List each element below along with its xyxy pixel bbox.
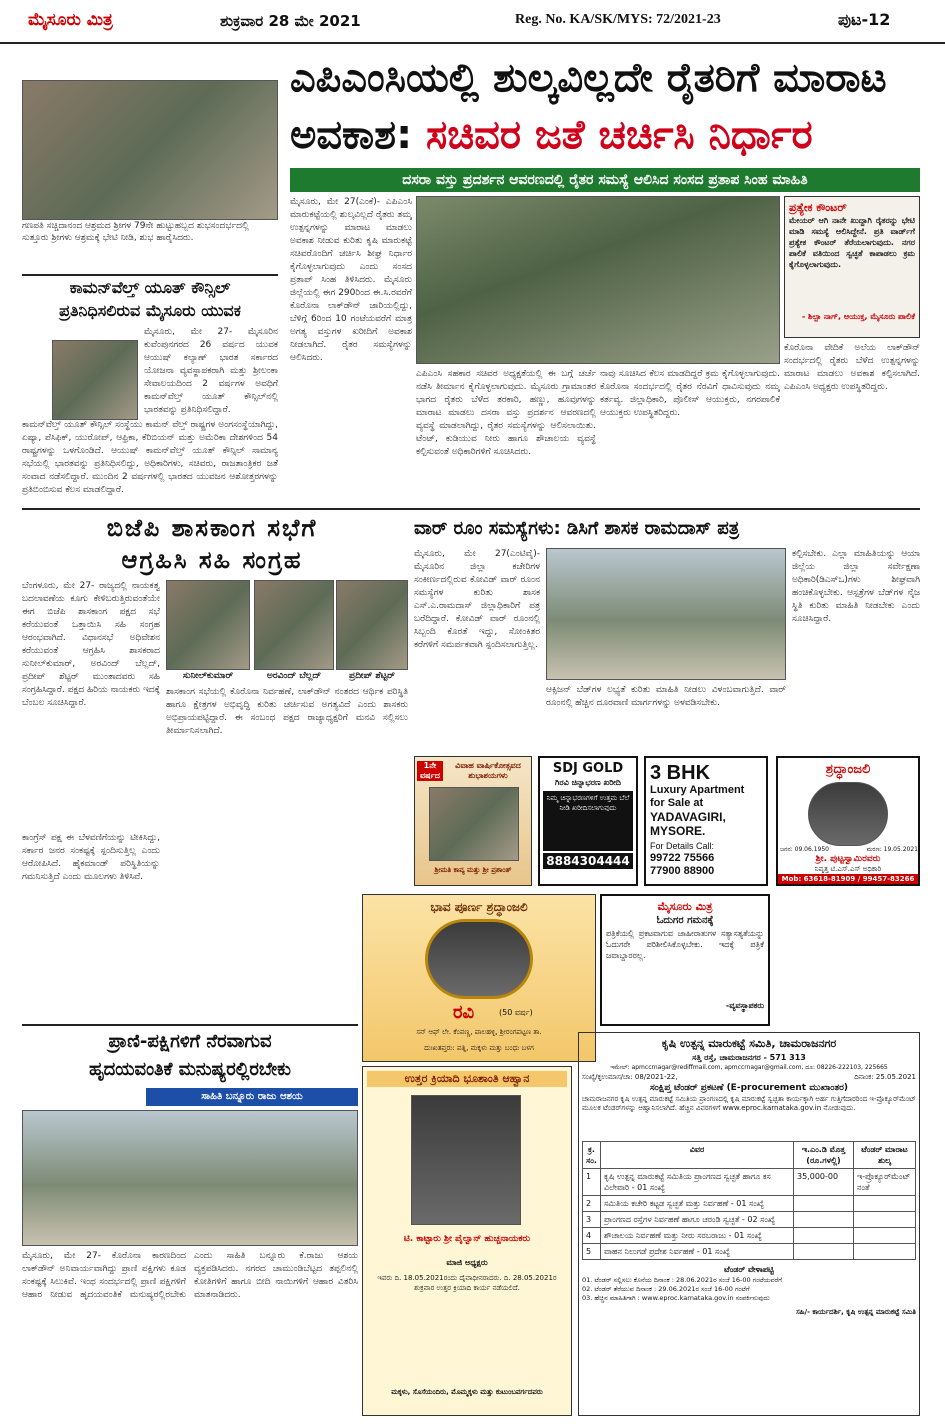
commonwealth-headline [22, 276, 278, 322]
tender-cell [854, 1196, 916, 1212]
quote-box [784, 196, 920, 338]
bhk-title: 3 BHK [650, 762, 711, 784]
tribute2-family: ದುಃಖತಪ್ತರು: ಪತ್ನಿ, ಮಕ್ಕಳು ಮತ್ತು ಬಂಧು ಬಳಗ [424, 1044, 534, 1052]
tender-schedule-1: 01. ಟೆಂಡರ್ ಸಲ್ಲಿಸಲು ಕೊನೆಯ ದಿನಾಂಕ : 28.06.2021ರ ಸಂಜೆ 16-00 ಗಂಟೆಯವರೆಗೆ [582, 1276, 782, 1284]
tender-th: ವಿವರ [601, 1142, 794, 1169]
swamiji-photo [22, 80, 278, 220]
tribute3-portrait [411, 1095, 521, 1225]
tribute1-title: ಶ್ರದ್ಧಾಂಜಲಿ [825, 762, 871, 777]
notice-body: ಪತ್ರಿಕೆಯಲ್ಲಿ ಪ್ರಕಟವಾಗುವ ಜಾಹೀರಾತುಗಳ ಸತ್ಯಾಸತ್ಯತೆಯನ್ನು ಓದುಗರೇ ಪರಿಶೀಲಿಸಿಕೊಳ್ಳಬೇಕು. ಇದಕ್ಕೆ ಪತ್ರಿಕೆ ಜವಾಬ್ದಾರರಲ್ಲ. [606, 929, 764, 960]
tribute2-portrait [425, 919, 533, 999]
lead-col1: ಮೈಸೂರು, ಮೇ 27(ಎಂಕೆ)- ಎಪಿಎಂಸಿ ಮಾರುಕಟ್ಟೆಯಲ್ಲಿ ಶುಲ್ಕವಿಲ್ಲದೆ ರೈತರು ತಮ್ಮ ಉತ್ಪನ್ನಗಳನ್ನು ಮಾರಾಟ ಮಾಡಲು ಅವಕಾಶ ನೀಡುವ ಕುರಿತು ಕೃಷಿ ಮಾರುಕಟ್ಟೆ ಸಚಿವರೊಂದಿಗೆ ಚರ್ಚಿಸಿ ಶೀಘ್ರ ನಿರ್ಧಾರ ಕೈಗೊಳ್ಳಲಾಗುವುದು ಎಂದು ಸಂಸದ ಪ್ರತಾಪ್ ಸಿಂಹ ತಿಳಿಸಿದರು. ಮೈಸೂರು ಜಿಲ್ಲೆಯಲ್ಲಿ ಈಗ 290ರಿಂದ ಈ.ಸಿ.ರವರೆಗೆ ಕೊರೊನಾ ಲಾಕ್‌ಡೌನ್ ಜಾರಿಯಲ್ಲಿದ್ದು, ಬೆಳಿಗ್ಗೆ 6ರಿಂದ 10 ಗಂಟೆಯವರೆಗೆ ಮಾತ್ರ ಅಗತ್ಯ ವಸ್ತುಗಳ ಖರೀದಿಗೆ ಅವಕಾಶ ನೀಡಲಾಗಿದೆ. ರೈತರ ಸಮಸ್ಯೆಗಳನ್ನು ಆಲಿಸಿದರು. [290, 197, 412, 363]
lead-photo [416, 196, 780, 364]
tender-table [582, 1141, 916, 1260]
lead-headline-line2 [290, 106, 920, 164]
tender-sign: ಸಹಿ/- ಕಾರ್ಯದರ್ಶಿ, ಕೃಷಿ ಉತ್ಪನ್ನ ಮಾರುಕಟ್ಟೆ ಸಮಿತಿ [796, 1308, 916, 1316]
notice-sign: -ವ್ಯವಸ್ಥಾಪಕರು [725, 1001, 764, 1010]
tender-cell: ಸಮಿತಿಯ ಕಚೇರಿ ಕಟ್ಟಡ ಸ್ವಚ್ಛತೆ ಮತ್ತು ನಿರ್ವಹಣೆ - 01 ಸಂಖ್ಯೆ [601, 1196, 794, 1212]
commonwealth-headline-2: ಪ್ರತಿನಿಧಿಸಲಿರುವ ಮೈಸೂರು ಯುವಕ [59, 301, 241, 320]
lead-col3: ನಾವು ಸೂಚಿಸಿದ ಕೆಲಸ ಮಾಡದಿದ್ದರೆ ಕ್ರಮ ಕೈಗೊಳ್ಳಲಾಗುವುದು. ಕೊರೊನಾ ಸಂದರ್ಭದಲ್ಲಿ ರೈತರ ನೆರವಿಗೆ ಧಾವಿಸುವುದು ನಮ್ಮ ಕರ್ತವ್ಯ. ಜಿಲ್ಲಾಧಿಕಾರಿ, ಪೊಲೀಸ್ ಆಯುಕ್ತರು, ನಗರಪಾಲಿಕೆ ಆಯುಕ್ತರು ಉಪಸ್ಥಿತರಿದ್ದರು. [600, 369, 780, 418]
tribute2-age: (50 ವರ್ಷ) [499, 1008, 533, 1017]
bhk-line5: For Details Call: [650, 841, 715, 851]
tender-cell [794, 1228, 854, 1244]
couple-photo [429, 787, 519, 861]
lead-headline [290, 50, 920, 166]
commonwealth-text: ಕಾಮನ್‌ವೆಲ್ತ್ ಯೂತ್ ಕೌನ್ಸಿಲ್ ಸಂಸ್ಥೆಯು ಕಾಮನ್ ವೆಲ್ತ್ ರಾಷ್ಟ್ರಗಳ ಅಂಗಸಂಸ್ಥೆಯಾಗಿದ್ದು, ಏಷ್ಯಾ, ಪೆಸಿಫಿಕ್, ಯುರೋಪ್, ಆಫ್ರಿಕಾ, ಕೆರಿಬಿಯನ್ ಮತ್ತು ಅಮೆರಿಕಾ ದೇಶಗಳಿಂದ 54 ರಾಷ್ಟ್ರಗಳನ್ನು ಒಳಗೊಂಡಿದೆ. ಆಯುಷ್ ಕಾಮನ್‌ವೆಲ್ತ್ ಯೂತ್ ಕೌನ್ಸಿಲ್ ಸಾಮಾನ್ಯ ಸಭೆಯಲ್ಲಿ ಭಾರತವನ್ನು ಪ್ರತಿನಿಧಿಸಲಿದ್ದು, ಅಧಿಕಾರಿಗಳು, ಸಚಿವರು, ರಾಜತಾಂತ್ರಿಕರ ಜತೆ ಸಂವಾದ ನಡೆಸಲಿದ್ದಾರೆ. ಮುಂದಿನ 2 ವರ್ಷಗಳಲ್ಲಿ ಭಾರತದ ಯುವಜನ ಆಶೋತ್ತರಗಳನ್ನು ಪ್ರತಿಬಿಂಬಿಸುವ ಕೆಲಸ ಮಾಡಲಿದ್ದಾರೆ. [22, 420, 278, 495]
tender-cell [794, 1196, 854, 1212]
notice-sub: ಓದುಗರ ಗಮನಕ್ಕೆ [656, 915, 714, 926]
wedding-title: ವಿವಾಹ ವಾರ್ಷಿಕೋತ್ಸವದ ಶುಭಾಶಯಗಳು [455, 761, 521, 780]
tender-cell: 5 [583, 1244, 601, 1260]
commonwealth-body [22, 326, 278, 508]
tribute3-role: ಮಾಜಿ ಅಧ್ಯಕ್ಷರು [446, 1258, 488, 1267]
bjp-col1: ಬೆಂಗಳೂರು, ಮೇ 27- ರಾಜ್ಯದಲ್ಲಿ ನಾಯಕತ್ವ ಬದಲಾವಣೆಯ ಕೂಗು ಕೇಳಿಬರುತ್ತಿರುವಂತೆಯೇ ಈಗ ಬಿಜೆಪಿ ಶಾಸಕಾಂಗ ಪಕ್ಷದ ಸಭೆ ಕರೆಯುವಂತೆ ಒತ್ತಾಯಿಸಿ ಸಹಿ ಸಂಗ್ರಹ ಆರಂಭವಾಗಿದೆ. ವಿಧಾನಸಭೆ ಅಧಿವೇಶನ ಕರೆಯುವಂತೆ ಆಗ್ರಹಿಸಿ ಶಾಸಕರಾದ ಸುನೀಲ್‌ಕುಮಾರ್, ಅರವಿಂದ್ ಬೆಲ್ಲದ್, ಪ್ರದೀಪ್ ಶೆಟ್ಟರ್ ಮುಂತಾದವರು ಸಹಿ ಸಂಗ್ರಹಿಸಿದ್ದಾರೆ. ಪಕ್ಷದ ಹಿರಿಯ ನಾಯಕರು ಇದಕ್ಕೆ ಬೆಂಬಲ ಸೂಚಿಸಿದ್ದಾರೆ. [22, 581, 160, 708]
sdj-phone: 8884304444 [543, 853, 633, 869]
wedding-badge: 1ನೇ ವರ್ಷದ [417, 761, 443, 781]
tribute2-title: ಭಾವ ಪೂರ್ಣ ಶ್ರದ್ಧಾಂಜಲಿ [430, 900, 528, 914]
tender-cell: ಕೃಷಿ ಉತ್ಪನ್ನ ಮಾರುಕಟ್ಟೆ ಸಮಿತಿಯ ಪ್ರಾಂಗಣದ ಸ್ವಚ್ಛತೆ ಹಾಗೂ ಕಸ ವಿಲೇವಾರಿ - 01 ಸಂಖ್ಯೆ [601, 1169, 794, 1196]
warroom-col2: ಆಕ್ಸಿಜನ್ ಬೆಡ್‌ಗಳ ಲಭ್ಯತೆ ಕುರಿತು ಮಾಹಿತಿ ನೀಡಲು ವಿಳಂಬವಾಗುತ್ತಿದೆ. ವಾರ್ ರೂಂನಲ್ಲಿ ಹೆಚ್ಚಿನ ದೂರವಾಣಿ ಮಾರ್ಗಗಳನ್ನು ಅಳವಡಿಸಬೇಕು. [546, 685, 786, 708]
masthead-date: ಶುಕ್ರವಾರ 28 ಮೇ 2021 [220, 12, 361, 30]
animals-headline-2: ಹೃದಯವಂತಿಕೆ ಮನುಷ್ಯರಲ್ಲಿರಬೇಕು [89, 1059, 291, 1080]
divider [22, 508, 920, 510]
bhk-line2: for Sale at [650, 797, 704, 809]
bjp-headline [22, 512, 402, 576]
sdj-gold-ad [538, 756, 638, 886]
lead-headline-line1: ಎಪಿಎಂಸಿಯಲ್ಲಿ ಶುಲ್ಕವಿಲ್ಲದೇ ರೈತರಿಗೆ ಮಾರಾಟ [290, 55, 887, 101]
bjp-col1b: ಕಾಂಗ್ರೆಸ್ ಪಕ್ಷ ಈ ಬೆಳವಣಿಗೆಯನ್ನು ಟೀಕಿಸಿದ್ದು, ಸರ್ಕಾರ ಜನರ ಸಂಕಷ್ಟಕ್ಕೆ ಸ್ಪಂದಿಸುತ್ತಿಲ್ಲ ಎಂದು ಆರೋಪಿಸಿದೆ. ಹೈಕಮಾಂಡ್ ಪರಿಸ್ಥಿತಿಯನ್ನು ಗಮನಿಸುತ್ತಿದೆ ಎಂದು ಮೂಲಗಳು ತಿಳಿಸಿವೆ. [22, 833, 160, 882]
mla-photo-1 [166, 580, 250, 670]
lead-headline-2a: ಅವಕಾಶ: [290, 112, 413, 158]
tender-intro: ಚಾಮರಾಜನಗರ ಕೃಷಿ ಉತ್ಪನ್ನ ಮಾರುಕಟ್ಟೆ ಸಮಿತಿಯ ಪ್ರಾಂಗಣದಲ್ಲಿ ಕೃಷಿ ಮಾರುಕಟ್ಟೆ ಸ್ವಚ್ಛತಾ ಕಾರ್ಯಕ್ಕಾಗಿ ಅರ್ಹ ಗುತ್ತಿಗೆದಾರರಿಂದ ಇ-ಪ್ರೊಕ್ಯೂರ್‌ಮೆಂಟ್ ಮೂಲಕ ಟೆಂಡರ್‌ಗಳನ್ನು ಆಹ್ವಾನಿಸಲಾಗಿದೆ. ಹೆಚ್ಚಿನ ವಿವರಗಳಿಗೆ www.eproc.karnataka.gov.in ನೋಡುವುದು. [582, 1095, 916, 1112]
sdj-line1: ಗಿರವಿ ಚಿನ್ನಾಭರಣ ಖರೀದಿ [555, 778, 621, 787]
tender-cell [854, 1228, 916, 1244]
tender-cell: 3 [583, 1212, 601, 1228]
mla-photo-3 [336, 580, 408, 670]
commonwealth-lead: ಮೈಸೂರು, ಮೇ 27- ಮೈಸೂರಿನ ಕುವೆಂಪುನಗರದ 26 ವರ್ಷದ ಯುವಕ ಆಯುಷ್ ಕಲ್ಯಾಣ್ ಭಾರತ ಸರ್ಕಾರದ ಯೋಜನಾ ವ್ಯವಸ್ಥಾಪಕರಾಗಿ ಮತ್ತು ಶ್ರೀಲಂಕಾ ಸೇವಾಲಯದಿಂದ 2 ವರ್ಷಗಳ ಅವಧಿಗೆ ಕಾಮನ್‌ವೆಲ್ತ್ ಯೂತ್ ಕೌನ್ಸಿಲ್‌ನಲ್ಲಿ ಭಾರತವನ್ನು ಪ್ರತಿನಿಧಿಸಲಿದ್ದಾರೆ. [144, 327, 278, 415]
reader-notice [600, 894, 770, 1026]
table-row [583, 1244, 916, 1260]
tribute1-role: ನಿವೃತ್ತ ಟಿ.ಎಸ್.ಎಸ್ ಅಧಿಕಾರಿ [814, 865, 882, 873]
animals-tag: ಸಾಹಿತಿ ಬನ್ನೂರು ರಾಜು ಆಶಯ [146, 1088, 358, 1106]
tender-address: ಸತ್ತಿ ರಸ್ತೆ, ಚಾಮರಾಜನಗರ - 571 313 [692, 1053, 806, 1062]
table-row [583, 1196, 916, 1212]
tender-cell [794, 1212, 854, 1228]
lead-col2: ಎಪಿಎಂಸಿ ಸಹಕಾರ ಸಚಿವರ ಅಧ್ಯಕ್ಷತೆಯಲ್ಲಿ ಈ ಬಗ್ಗೆ ಚರ್ಚೆ ನಡೆಸಿ ತೀರ್ಮಾನ ಕೈಗೊಳ್ಳಲಾಗುವುದು. ಮೈಸೂರು ಗ್ರಾಮಾಂತರ ಭಾಗದ ರೈತರು ಬೆಳೆದ ತರಕಾರಿ, ಹಣ್ಣು, ಹೂವುಗಳನ್ನು ಮಾರಾಟ ಮಾಡಲು ದಸರಾ ವಸ್ತು ಪ್ರದರ್ಶನ ಆವರಣದಲ್ಲಿ ವ್ಯವಸ್ಥೆ ಮಾಡಲಾಗಿದ್ದು, ರೈತರ ಸಮಸ್ಯೆಗಳನ್ನು ಆಲಿಸಲಾಯಿತು. ಟೆಂಟ್, ಕುಡಿಯುವ ನೀರು ಹಾಗೂ ಶೌಚಾಲಯ ವ್ಯವಸ್ಥೆ ಕಲ್ಪಿಸುವಂತೆ ಅಧಿಕಾರಿಗಳಿಗೆ ಸೂಚಿಸಿದರು. [416, 369, 596, 457]
tender-cell: 1 [583, 1169, 601, 1196]
table-row [583, 1169, 916, 1196]
masthead-reg: Reg. No. KA/SK/MYS: 72/2021-23 [515, 12, 721, 27]
bjp-col2: ಶಾಸಕಾಂಗ ಸಭೆಯಲ್ಲಿ ಕೊರೊನಾ ನಿರ್ವಹಣೆ, ಲಾಕ್‌ಡೌನ್ ನಂತರದ ಆರ್ಥಿಕ ಪರಿಸ್ಥಿತಿ ಹಾಗೂ ಕ್ಷೇತ್ರಗಳ ಅಭಿವೃದ್ಧಿ ಕುರಿತು ಚರ್ಚಿಸುವ ಅಗತ್ಯವಿದೆ ಎಂದು ಶಾಸಕರು ಅಭಿಪ್ರಾಯಪಟ್ಟಿದ್ದಾರೆ. ಈ ಸಂಬಂಧ ಪಕ್ಷದ ರಾಜ್ಯಾಧ್ಯಕ್ಷರಿಗೆ ಮನವಿ ಸಲ್ಲಿಸಲು ತೀರ್ಮಾನಿಸಲಾಗಿದೆ. [166, 687, 408, 736]
tender-th: ಇ.ಎಂ.ಡಿ ಮೊತ್ತ (ರೂ.ಗಳಲ್ಲಿ) [794, 1142, 854, 1169]
tender-cell: 2 [583, 1196, 601, 1212]
notice-title: ಮೈಸೂರು ಮಿತ್ರ [657, 900, 713, 913]
tender-th: ಟೆಂಡರ್ ಮಾರಾಟ ಶುಲ್ಕ [854, 1142, 916, 1169]
tender-cell: ಪ್ರಾಂಗಣದ ರಸ್ತೆಗಳ ನಿರ್ವಹಣೆ ಹಾಗೂ ಚರಂಡಿ ಸ್ವಚ್ಛತೆ - 02 ಸಂಖ್ಯೆ [601, 1212, 794, 1228]
mla-name-3: ಪ್ರದೀಪ್ ಶೆಟ್ಟರ್ [336, 670, 408, 682]
tribute-ad-1 [776, 756, 920, 886]
table-row [583, 1228, 916, 1244]
lead-headline-2b: ಸಚಿವರ ಜತೆ ಚರ್ಚಿಸಿ ನಿರ್ಧಾರ [426, 112, 813, 158]
tribute3-text: ಇವರು ದಿ. 18.05.2021ರಂದು ದೈವಾಧೀನರಾದರು. ದಿ. 28.05.2021ರ ಶುಕ್ರವಾರ ಉತ್ತರ ಕ್ರಿಯಾದಿ ಕಾರ್ಯ ನಡೆಯಲಿದೆ. [377, 1274, 557, 1292]
tribute-ad-3 [362, 1066, 572, 1416]
tender-cell [854, 1212, 916, 1228]
commonwealth-headline-1: ಕಾಮನ್‌ವೆಲ್ತ್ ಯೂತ್ ಕೌನ್ಸಿಲ್ [69, 278, 231, 297]
tender-ref: ಸಂಖ್ಯೆ/ಕೃಉಮಾಸ/ಚಾ: 08/2021-22, [582, 1073, 678, 1081]
warroom-photo [546, 548, 786, 680]
masthead [0, 0, 945, 44]
divider [22, 1024, 358, 1026]
tender-cell [854, 1244, 916, 1260]
tribute2-text: ಸನ್ ಆಫ್ ಲೇ. ಕೆಂಪಣ್ಣ, ಪಾಲಹಳ್ಳಿ, ಶ್ರೀರಂಗಪಟ್ಟಣ ತಾ. [416, 1028, 542, 1036]
tender-cell: 4 [583, 1228, 601, 1244]
tribute3-name: ಟಿ. ಕಾಟ್ಟಾರು ಶ್ರೀ ಪೈಲ್ವಾನ್ ಹುಚ್ಚನಾಯಕರು [403, 1234, 531, 1244]
bhk-line3: YADAVAGIRI, [650, 810, 726, 824]
tender-th: ಕ್ರ. ಸಂ. [583, 1142, 601, 1169]
sdj-body: ನಿಮ್ಮ ಚಿನ್ನಾಭರಣಗಳಿಗೆ ಉತ್ತಮ ಬೆಲೆ ನೀಡಿ ಖರೀದಿಸಲಾಗುವುದು [543, 791, 633, 851]
masthead-logo: ಮೈಸೂರು ಮಿತ್ರ [28, 10, 113, 30]
bhk-ad [644, 756, 768, 886]
bjp-headline-2: ಆಗ್ರಹಿಸಿ ಸಹಿ ಸಂಗ್ರಹ [121, 546, 303, 574]
tender-cell: ವಾಹನ ನಿಲುಗಡೆ ಪ್ರದೇಶ ನಿರ್ವಹಣೆ - 01 ಸಂಖ್ಯೆ [601, 1244, 794, 1260]
warroom-headline: ವಾರ್ ರೂಂ ಸಮಸ್ಯೆಗಳು: ಡಿಸಿಗೆ ಶಾಸಕ ರಾಮದಾಸ್ ಪತ್ರ [414, 518, 740, 539]
bhk-line1: Luxury Apartment [650, 784, 745, 796]
tender-email: ಇಮೇಲ್: apmccrnagar@rediffmail.com, apmccrnagar@gmail.com, ದೂ: 08226-222103, 225665 [610, 1064, 888, 1071]
tender-cell: ಶೌಚಾಲಯ ನಿರ್ವಹಣೆ ಮತ್ತು ನೀರು ಸರಬರಾಜು - 01 ಸಂಖ್ಯೆ [601, 1228, 794, 1244]
lead-right-col: ಕೊರೊನಾ ವೇದಿಕೆ ಅಲೆಯ ಲಾಕ್‌ಡೌನ್ ಸಂದರ್ಭದಲ್ಲಿ ರೈತರು ಬೆಳೆದ ಉತ್ಪನ್ನಗಳನ್ನು ಮಾರಾಟ ಮಾಡಲು ಅವಕಾಶ ಕಲ್ಪಿಸಲಾಗಿದೆ. ಎಪಿಎಂಸಿ ಅಧ್ಯಕ್ಷರು ಉಪಸ್ಥಿತರಿದ್ದರು. [784, 343, 920, 392]
tender-schedule-3: 03. ಹೆಚ್ಚಿನ ಮಾಹಿತಿಗಾಗಿ : www.eproc.karnataka.gov.in ಸಂಪರ್ಕಿಸುವುದು [582, 1294, 770, 1302]
tender-notice-title: ಸಂಕ್ಷಿಪ್ತ ಟೆಂಡರ್ ಪ್ರಕಟಣೆ (E-procurement ಮುಖಾಂತರ) [649, 1083, 849, 1093]
animals-headline-1: ಪ್ರಾಣಿ-ಪಕ್ಷಿಗಳಿಗೆ ನೆರವಾಗುವ [108, 1031, 272, 1052]
tender-cell: 35,000-00 [794, 1169, 854, 1196]
tribute1-name: ಶ್ರೀ. ಪುಟ್ಟಸ್ವಾಮಿರವರು [815, 854, 881, 864]
animals-body: ಮೈಸೂರು, ಮೇ 27- ಕೊರೊನಾ ಕಾರಣದಿಂದ ಲಾಕ್‌ಡೌನ್ ಅನಿವಾರ್ಯವಾಗಿದ್ದು ಪ್ರಾಣಿ ಪಕ್ಷಿಗಳು ಕೂಡ ಸಂಕಷ್ಟಕ್ಕೆ ಸಿಲುಕಿವೆ. ಇಂಥ ಸಂದರ್ಭದಲ್ಲಿ ಪ್ರಾಣಿ ಪಕ್ಷಿಗಳಿಗೆ ಆಹಾರ ನೀಡುವ ಹೃದಯವಂತಿಕೆ ಮನುಷ್ಯರಲ್ಲಿರಬೇಕು ಎಂದು ಸಾಹಿತಿ ಬನ್ನೂರು ಕೆ.ರಾಜು ಆಶಯ ವ್ಯಕ್ತಪಡಿಸಿದರು. ನಗರದ ಚಾಮುಂಡಿಬೆಟ್ಟದ ತಪ್ಪಲಿನಲ್ಲಿ ಕೋತಿಗಳಿಗೆ ಹಾಗೂ ಬೀದಿ ನಾಯಿಗಳಿಗೆ ಆಹಾರ ವಿತರಿಸಿ ಮಾತನಾಡಿದರು. [22, 1251, 358, 1300]
mla-name-1: ಸುನೀಲ್‌ಕುಮಾರ್ [166, 670, 250, 682]
tribute3-title: ಉತ್ತರ ಕ್ರಿಯಾದಿ ಭೂಶಾಂತಿ ಆಹ್ವಾನ [367, 1071, 567, 1087]
tender-schedule-title: ಟೆಂಡರ್ ವೇಳಾಪಟ್ಟಿ [724, 1265, 774, 1274]
bhk-phone1: 99722 75566 [650, 852, 715, 864]
tender-cell [794, 1244, 854, 1260]
tender-schedule-2: 02. ಟೆಂಡರ್ ತೆರೆಯುವ ದಿನಾಂಕ : 29.06.2021ರ ಸಂಜೆ 16-00 ಗಂಟೆಗೆ [582, 1285, 750, 1293]
wedding-names: ಶ್ರೀಮತಿ ಕಾವ್ಯ ಮತ್ತು ಶ್ರೀ ಪ್ರಶಾಂತ್ [434, 866, 512, 874]
tribute1-phone: Mob: 63618-81909 / 99457-83266 [778, 874, 918, 884]
tribute1-born: ಜನನ: 09.06.1950 [780, 846, 829, 853]
warroom-col1: ಮೈಸೂರು, ಮೇ 27(ಎಂಟಿವೈ)- ಮೈಸೂರಿನ ಜಿಲ್ಲಾ ಕಚೇರಿಗಳ ಸಂಕೀರ್ಣದಲ್ಲಿರುವ ಕೋವಿಡ್ ವಾರ್ ರೂಂನ ಸಮಸ್ಯೆಗಳ ಕುರಿತು ಶಾಸಕ ಎಸ್.ಎ.ರಾಮದಾಸ್ ಜಿಲ್ಲಾಧಿಕಾರಿಗೆ ಪತ್ರ ಬರೆದಿದ್ದಾರೆ. ಕೋವಿಡ್ ವಾರ್ ರೂಂನಲ್ಲಿ ಸಿಬ್ಬಂದಿ ಕೊರತೆ ಇದ್ದು, ಸೋಂಕಿತರ ಕರೆಗಳಿಗೆ ಸಮರ್ಪಕವಾಗಿ ಸ್ಪಂದಿಸಲಾಗುತ್ತಿಲ್ಲ. [414, 549, 540, 650]
tribute3-family: ಮಕ್ಕಳು, ಸೊಸೆಯಂದಿರು, ಮೊಮ್ಮಕ್ಕಳು ಮತ್ತು ಕುಟುಂಬವರ್ಗದವರು [391, 1388, 543, 1396]
tribute2-name: ರವಿ [453, 1002, 475, 1023]
warroom-col3: ಕಲ್ಪಿಸಬೇಕು. ಎಲ್ಲಾ ಮಾಹಿತಿಯನ್ನು ಆಯಾ ಜಿಲ್ಲೆಯ ಜಿಲ್ಲಾ ಸರ್ವೇಕ್ಷಣಾ ಅಧಿಕಾರಿ(ಡಿಎಸ್‌ಒ)ಗಳು ಶೀಘ್ರವಾಗಿ ಹಂಚಿಕೊಳ್ಳಬೇಕು. ಆಸ್ಪತ್ರೆಗಳ ಬೆಡ್‌ಗಳ ನೈಜ ಸ್ಥಿತಿ ಕುರಿತು ಮಾಹಿತಿ ನೀಡಬೇಕು ಎಂದು ಸೂಚಿಸಿದ್ದಾರೆ. [792, 549, 920, 624]
photo-caption: ಗಣಪತಿ ಸಚ್ಚಿದಾನಂದ ಆಶ್ರಮದ ಶ್ರೀಗಳ 79ನೇ ಹುಟ್ಟುಹಬ್ಬದ ಶುಭಸಂದರ್ಭದಲ್ಲಿ ಸುತ್ತೂರು ಶ್ರೀಗಳು ಆಶ್ರಮಕ್ಕೆ ಭೇಟಿ ನೀಡಿ, ಶುಭ ಹಾರೈಸಿದರು. [22, 220, 278, 272]
tender-title: ಕೃಷಿ ಉತ್ಪನ್ನ ಮಾರುಕಟ್ಟೆ ಸಮಿತಿ, ಚಾಮರಾಜನಗರ [661, 1037, 837, 1050]
quote-author: - ಶಿಲ್ಪಾ ನಾಗ್, ಆಯುಕ್ತ, ಮೈಸೂರು ಪಾಲಿಕೆ [801, 312, 915, 321]
quote-text: ಮೇಯರ್ ಆಗಿ ನಾನೇ ಖುದ್ದಾಗಿ ರೈತರನ್ನು ಭೇಟಿ ಮಾಡಿ ಸಮಸ್ಯೆ ಆಲಿಸಿದ್ದೇನೆ. ಪ್ರತಿ ವಾರ್ಡ್‌ಗೆ ಪ್ರತ್ಯೇಕ ಕೌಂಟರ್ ತೆರೆಯಲಾಗುವುದು. ನಗರ ಪಾಲಿಕೆ ವತಿಯಿಂದ ಸ್ವಚ್ಛತೆ ಕಾಪಾಡಲು ಕ್ರಮ ಕೈಗೊಳ್ಳಲಾಗುವುದು. [789, 216, 915, 269]
wedding-ad [414, 756, 532, 886]
tribute1-died: ಮರಣ: 19.05.2021 [866, 846, 918, 853]
bhk-phone2: 77900 88900 [650, 865, 715, 877]
tender-date: ದಿನಾಂಕ: 25.05.2021 [854, 1073, 916, 1081]
sdj-title: SDJ GOLD [552, 761, 624, 776]
page-number: ಪುಟ-12 [838, 10, 891, 29]
table-row [583, 1212, 916, 1228]
animals-photo [22, 1110, 358, 1246]
tender-notice [578, 1032, 920, 1416]
mla-photo-2 [254, 580, 334, 670]
bhk-line4: MYSORE. [650, 824, 706, 838]
tribute1-portrait [808, 782, 888, 846]
tribute-ad-2 [362, 894, 596, 1062]
tender-cell: ಇ-ಪ್ರೊಕ್ಯೂರ್‌ಮೆಂಟ್ ನಂತೆ [854, 1169, 916, 1196]
quote-title: ಪ್ರತ್ಯೇಕ ಕೌಂಟರ್ [789, 201, 847, 214]
lead-subhead: ದಸರಾ ವಸ್ತು ಪ್ರದರ್ಶನ ಆವರಣದಲ್ಲಿ ರೈತರ ಸಮಸ್ಯೆ ಆಲಿಸಿದ ಸಂಸದ ಪ್ರತಾಪ ಸಿಂಹ ಮಾಹಿತಿ [290, 168, 920, 192]
mla-name-2: ಅರವಿಂದ್ ಬೆಲ್ಲದ್ [254, 670, 334, 682]
animals-headline [22, 1028, 358, 1090]
bjp-headline-1: ಬಿಜೆಪಿ ಶಾಸಕಾಂಗ ಸಭೆಗೆ [106, 514, 318, 542]
